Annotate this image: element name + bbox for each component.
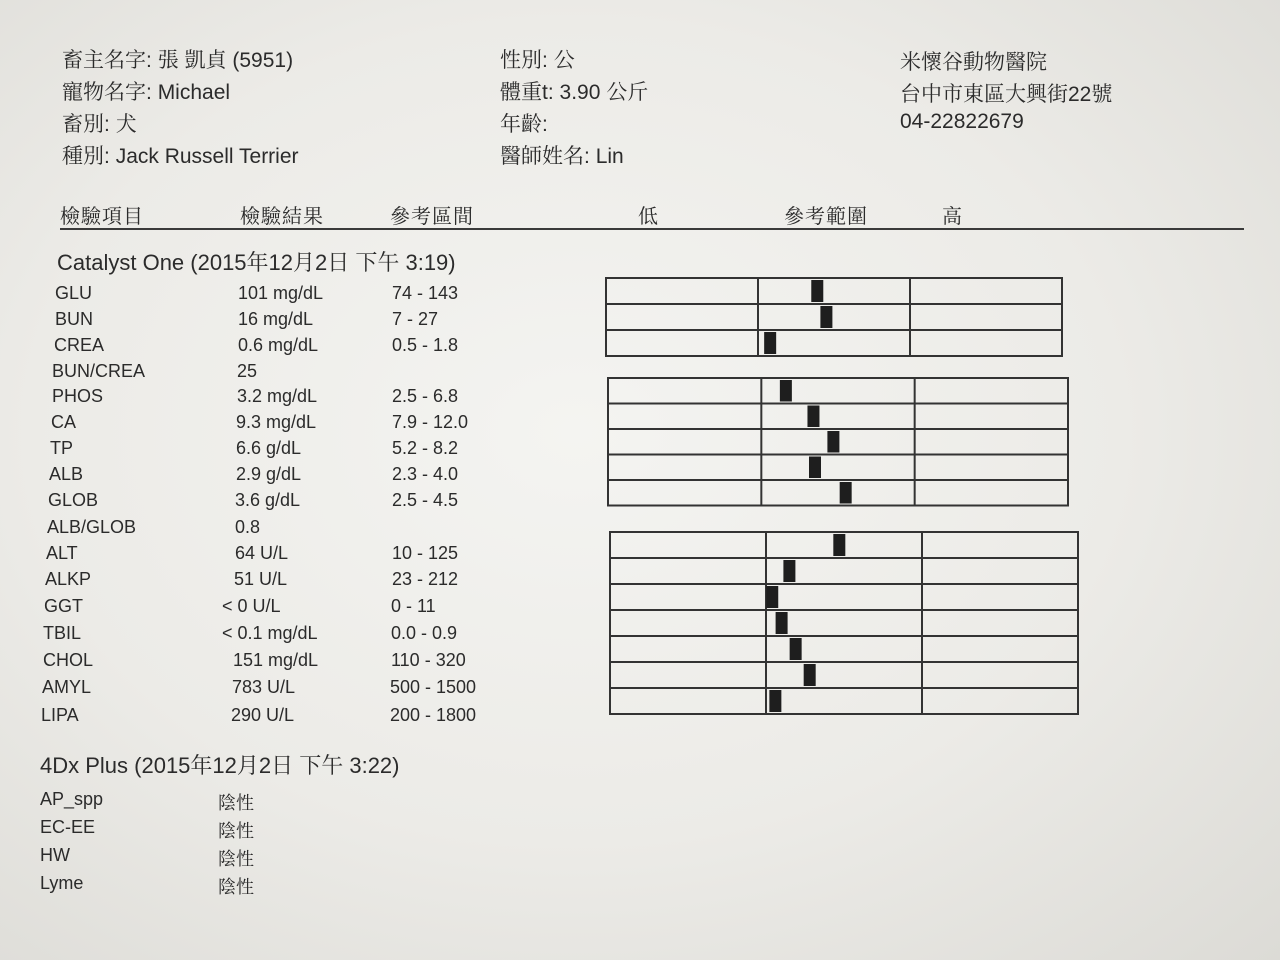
dx-test-name: HW [40,845,70,865]
test-reference-range: 2.5 - 6.8 [392,386,459,406]
test-result: 3.2 mg/dL [237,386,318,406]
test-reference-range: 0.5 - 1.8 [392,335,459,355]
test-result: 2.9 g/dL [236,464,302,484]
clinic-phone: 04-22822679 [900,110,1024,133]
test-name: AMYL [42,677,92,697]
test-result: 0.6 mg/dL [238,335,319,355]
test-name: CA [51,412,77,432]
owner-value: 張 凱貞 (5951) [157,49,294,72]
result-marker-phos [780,380,792,402]
test-result: 0.8 [235,517,261,537]
species-value: 犬 [115,113,137,136]
pet-value: Michael [157,81,231,104]
species-label: 畜別: [62,113,110,136]
test-name: LIPA [41,705,79,725]
test-reference-range: 200 - 1800 [390,705,477,725]
test-name: PHOS [52,386,104,406]
clinic-name: 米懷谷動物醫院 [900,51,1047,74]
owner-label: 畜主名字: [62,49,152,72]
clinic-address: 台中市東區大興街22號 [900,83,1113,106]
test-name: ALB [49,464,84,484]
weight-value: 3.90 公斤 [559,81,649,104]
result-marker-ggt [766,586,778,608]
result-marker-tp [827,431,839,453]
test-name: TP [50,438,74,458]
test-reference-range: 10 - 125 [392,543,459,563]
result-marker-bun [820,306,832,328]
test-result: < 0 U/L [222,596,281,616]
result-marker-tbil [776,612,788,634]
breed-label: 種別: [62,145,110,168]
test-name: ALT [46,543,78,563]
test-result: 290 U/L [231,705,295,725]
test-name: TBIL [43,623,82,643]
test-name: GLU [55,283,93,303]
test-reference-range: 5.2 - 8.2 [392,438,459,458]
test-result: 9.3 mg/dL [236,412,317,432]
dx-test-name: EC-EE [40,817,96,837]
test-result: 6.6 g/dL [236,438,302,458]
test-result: 101 mg/dL [238,283,324,303]
result-marker-amyl [804,664,816,686]
dx-test-result: 陰性 [218,821,254,841]
catalyst-section-title: Catalyst One (2015年12月2日 下午 3:19) [57,250,456,275]
test-name: BUN [55,309,94,329]
col-range-header: 參考區間 [390,206,474,228]
test-name: GLOB [48,490,99,510]
test-reference-range: 7 - 27 [392,309,439,329]
col-low-header: 低 [638,206,659,228]
test-result: 25 [237,361,258,381]
dx-test-result: 陰性 [218,793,254,813]
test-result: 51 U/L [234,569,288,589]
result-marker-alb [809,457,821,479]
test-name: ALKP [45,569,92,589]
col-high-header: 高 [942,206,963,228]
range-graph-box [606,278,1062,356]
result-marker-glob [840,482,852,504]
test-name: GGT [44,596,83,616]
test-result: 3.6 g/dL [235,490,301,510]
vet-label: 醫師姓名: [500,145,590,168]
col-item-header: 檢驗項目 [60,206,144,228]
test-reference-range: 7.9 - 12.0 [392,412,469,432]
result-marker-ca [807,406,819,428]
breed-value: Jack Russell Terrier [115,145,299,168]
result-marker-crea [764,332,776,354]
result-marker-chol [790,638,802,660]
dx-section-title: 4Dx Plus (2015年12月2日 下午 3:22) [40,753,400,778]
dx-test-name: Lyme [40,873,84,893]
test-name: CREA [54,335,105,355]
test-result: 64 U/L [235,543,289,563]
test-reference-range: 500 - 1500 [390,677,477,697]
col-result-header: 檢驗結果 [240,206,324,228]
test-reference-range: 110 - 320 [391,650,466,670]
pet-label: 寵物名字: [62,81,152,104]
test-name: BUN/CREA [52,361,146,381]
test-reference-range: 2.5 - 4.5 [392,490,459,510]
test-reference-range: 74 - 143 [392,283,459,303]
dx-test-result: 陰性 [218,877,254,897]
test-reference-range: 0.0 - 0.9 [391,623,458,643]
vet-value: Lin [595,145,624,168]
weight-label: 體重t: [500,81,554,104]
test-result: 783 U/L [232,677,296,697]
dx-test-name: AP_spp [40,789,104,809]
test-result: 151 mg/dL [233,650,319,670]
age-label: 年齡: [500,113,548,136]
test-name: ALB/GLOB [47,517,137,537]
test-result: 16 mg/dL [238,309,314,329]
test-result: < 0.1 mg/dL [222,623,318,643]
col-ref-header: 參考範圍 [784,206,868,228]
result-marker-alt [833,534,845,556]
sex-label: 性別: [500,49,548,72]
range-graph-box [610,532,1078,714]
test-name: CHOL [43,650,94,670]
result-marker-lipa [769,690,781,712]
sex-value: 公 [553,49,575,72]
test-reference-range: 2.3 - 4.0 [392,464,459,484]
dx-test-result: 陰性 [218,849,254,869]
test-reference-range: 0 - 11 [391,596,436,616]
result-marker-alkp [783,560,795,582]
result-marker-glu [811,280,823,302]
test-reference-range: 23 - 212 [392,569,459,589]
